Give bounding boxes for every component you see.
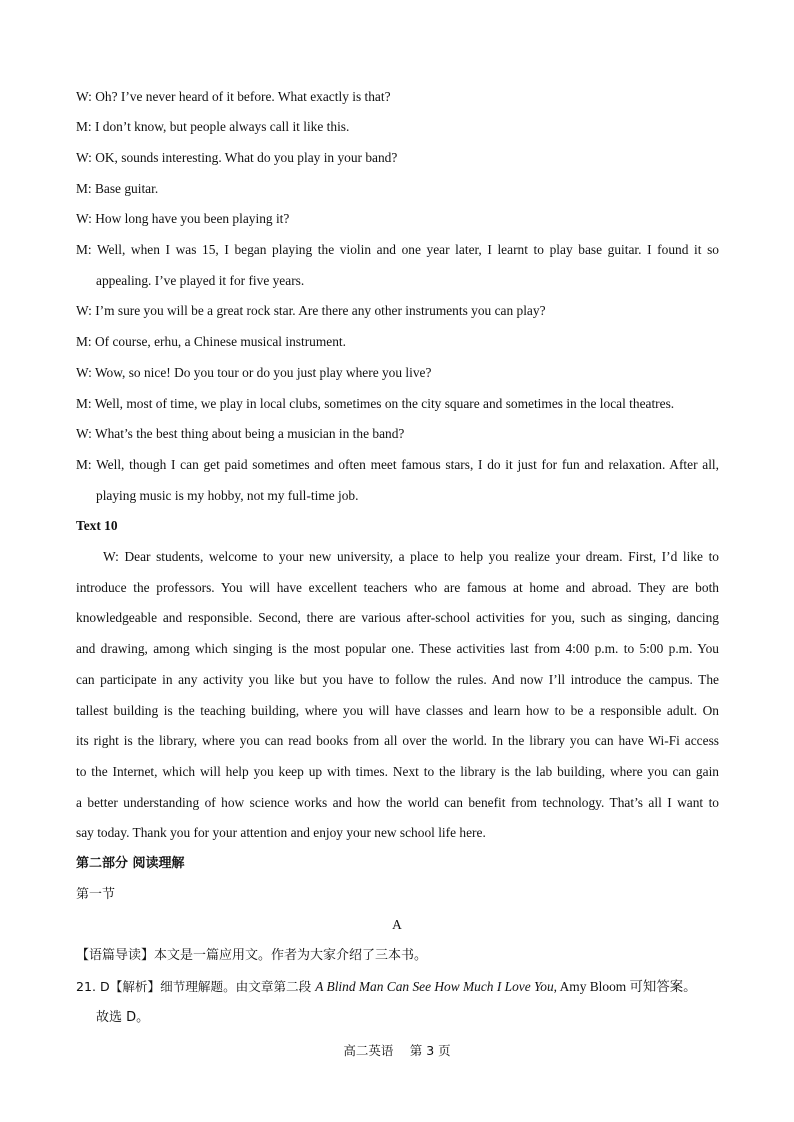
dialogue-line: W: I’m sure you will be a great rock star. Are there any other instruments you can play? xyxy=(76,303,546,318)
text10-heading: Text 10 xyxy=(76,518,118,533)
passage-label: A xyxy=(392,917,402,932)
dialogue-line-continued: playing music is my hobby, not my full-time job. xyxy=(96,488,359,503)
dialogue-line: W: How long have you been playing it? xyxy=(76,211,290,226)
text10-line: and drawing, among which singing is the most popular one. These activities last from 4:00 p.m. to 5:00 p.m. You xyxy=(76,641,719,656)
part2-heading: 第二部分 阅读理解 xyxy=(76,856,185,871)
text10-line: tallest building is the teaching building, where you will have classes and learn how to be a responsible adult. On xyxy=(76,703,719,718)
dialogue-line: M: Well, though I can get paid sometimes and often meet famous stars, I do it just for fun and relaxation. After all, xyxy=(76,457,719,472)
dialogue-line: M: Well, most of time, we play in local clubs, sometimes on the city square and sometimes in the local theatres. xyxy=(76,396,675,411)
text10-line: its right is the library, where you can read books from all over the world. In the library you can have Wi-Fi access xyxy=(76,733,719,748)
text10-line: W: Dear students, welcome to your new university, a place to help you realize your dream. First, I’d like to xyxy=(103,549,719,564)
question-21-prefix: 21. D【解析】细节理解题。由文章第二段 xyxy=(76,979,316,994)
passage-intro: 【语篇导读】本文是一篇应用文。作者为大家介绍了三本书。 xyxy=(76,948,428,963)
text10-line: to the Internet, which will help you keep up with times. Next to the library is the lab building, where you can gain xyxy=(76,764,719,779)
question-21-continued: 故选 D。 xyxy=(96,1010,150,1025)
text10-line: say today. Thank you for your attention and enjoy your new school life here. xyxy=(76,825,486,840)
dialogue-line-continued: appealing. I’ve played it for five years. xyxy=(96,273,305,288)
dialogue-line: M: Well, when I was 15, I began playing the violin and one year later, I learnt to play base guitar. I found it so xyxy=(76,242,719,257)
dialogue-line: W: Wow, so nice! Do you tour or do you just play where you live? xyxy=(76,365,432,380)
dialogue-line: M: Base guitar. xyxy=(76,181,159,196)
text10-line: knowledgeable and responsible. Second, there are various after-school activities for you, such as singing, dancing xyxy=(76,610,719,625)
dialogue-line: W: What’s the best thing about being a musician in the band? xyxy=(76,426,405,441)
text10-line: a better understanding of how science works and how the world can benefit from technology. That’s all I want to xyxy=(76,795,719,810)
dialogue-line: M: Of course, erhu, a Chinese musical instrument. xyxy=(76,334,346,349)
dialogue-line: W: Oh? I’ve never heard of it before. What exactly is that? xyxy=(76,89,391,104)
page-footer: 高二英语 第 3 页 xyxy=(343,1043,451,1058)
text10-line: introduce the professors. You will have excellent teachers who are famous at home and abroad. They are both xyxy=(76,580,719,595)
section-label: 第一节 xyxy=(76,887,116,902)
dialogue-line: M: I don’t know, but people always call it like this. xyxy=(76,119,350,134)
dialogue-line: W: OK, sounds interesting. What do you play in your band? xyxy=(76,150,398,165)
book-title: A Blind Man Can See How Much I Love You xyxy=(315,979,554,994)
question-21-suffix: , Amy Bloom 可知答案。 xyxy=(553,979,697,994)
text10-line: can participate in any activity you like but you have to follow the rules. And now I’ll introduce the campus. The xyxy=(76,672,719,687)
question-21-answer xyxy=(76,978,697,996)
